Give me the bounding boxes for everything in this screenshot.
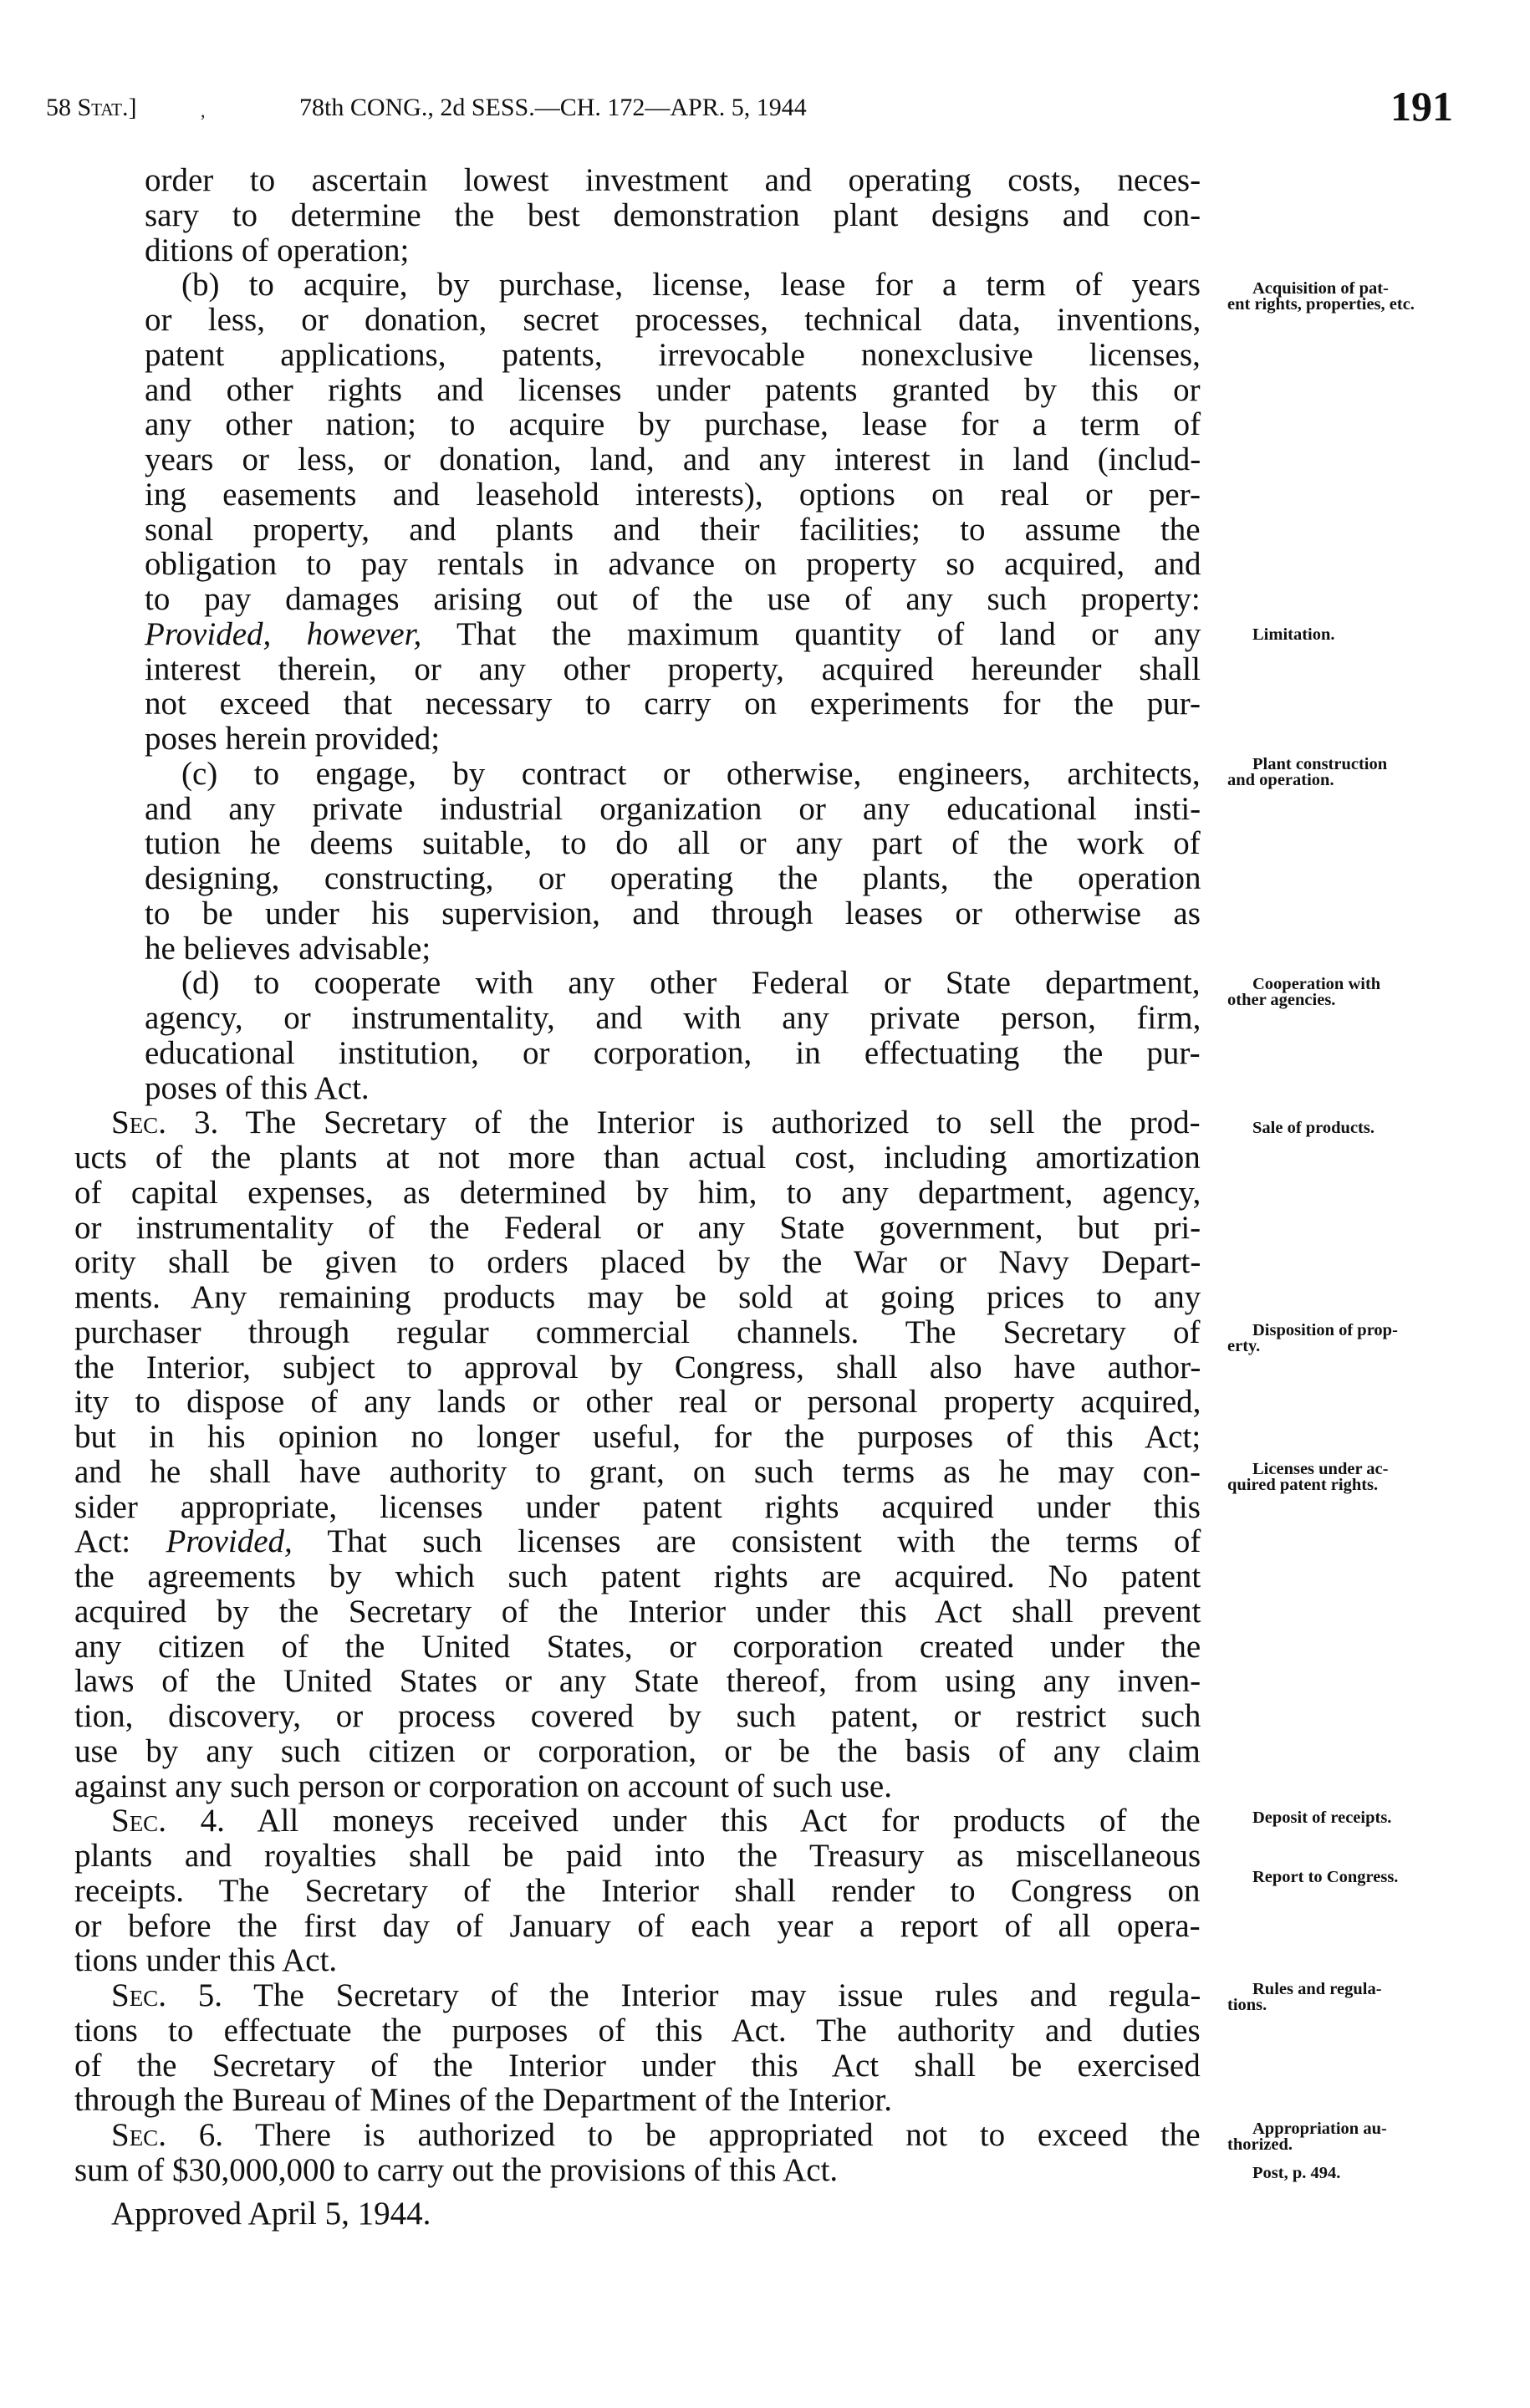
text-segment: he believes advisable;: [145, 930, 431, 967]
margin-note-line: Plant construction: [1252, 755, 1388, 773]
text-segment: obligation to pay rentals in advance on property so acquired, and: [145, 546, 1201, 583]
text-segment: of the Secretary of the Interior under this Act shall be exercised: [74, 2047, 1201, 2084]
section-label: Sec.: [111, 1977, 166, 2013]
text-segment: years or less, or donation, land, and any interest in land (includ-: [145, 441, 1201, 477]
text-segment: use by any such citizen or corporation, or be the basis of any claim: [74, 1732, 1201, 1769]
text-segment: to be under his supervision, and through leases or otherwise as: [145, 895, 1201, 931]
text-line: [111, 2118, 1201, 2153]
text-segment: 3. The Secretary of the Interior is authorized to sell the prod-: [166, 1105, 1201, 1141]
text-line: [74, 1280, 1201, 1315]
text-line: [74, 1630, 1201, 1665]
text-line: [145, 163, 1201, 198]
text-segment: poses herein provided;: [145, 721, 441, 757]
text-line: [74, 2153, 838, 2188]
text-line: [145, 407, 1201, 442]
margin-note: [1227, 1323, 1455, 1354]
margin-note-line: Sale of products.: [1252, 1119, 1374, 1137]
text-segment: against any such person or corporation on account of such use.: [74, 1768, 892, 1804]
text-line: [74, 1420, 1201, 1455]
margin-note: [1227, 977, 1455, 1008]
text-segment: agency, or instrumentality, and with any private person, firm,: [145, 1000, 1201, 1036]
text-line: [74, 1909, 1201, 1944]
margin-note: [1227, 1462, 1455, 1493]
text-segment: poses of this Act.: [145, 1069, 370, 1106]
text-segment: any citizen of the United States, or corporation created under the: [74, 1628, 1201, 1665]
margin-note-continuation: erty.: [1227, 1337, 1261, 1355]
text-line: [145, 861, 1201, 896]
text-line: [145, 792, 1201, 827]
margin-note-line: Appropriation au-: [1252, 2120, 1387, 2138]
margin-note-continuation: other agencies.: [1227, 991, 1336, 1009]
text-segment: ing easements and leasehold interests), options on real or per-: [145, 476, 1201, 513]
text-line: [74, 1490, 1201, 1525]
text-segment: That the maximum quantity of land or any: [421, 615, 1201, 652]
text-line: [111, 2196, 431, 2232]
text-segment: tution he deems suitable, to do all or any part of the work of: [145, 825, 1201, 862]
section-label: Sec.: [111, 1803, 166, 1839]
text-line: [145, 1001, 1201, 1036]
text-segment: the agreements by which such patent rights are acquired. No patent: [74, 1559, 1201, 1594]
text-segment: interest therein, or any other property, acquired hereunder shall: [145, 650, 1201, 687]
margin-note: [1227, 1982, 1455, 2013]
text-segment: ority shall be given to orders placed by the War or Navy Depart-: [74, 1244, 1201, 1281]
margin-note: [1227, 757, 1455, 788]
text-segment: 6. There is authorized to be appropriated not to exceed the: [166, 2117, 1201, 2153]
margin-note: [1227, 1120, 1455, 1136]
text-line: [111, 1803, 1201, 1839]
text-segment: not exceed that necessary to carry on experiments for the pur-: [145, 686, 1201, 722]
margin-note-line: Disposition of prop-: [1252, 1321, 1398, 1339]
margin-note-continuation: and operation.: [1227, 771, 1334, 789]
text-line: [145, 617, 1201, 652]
text-line: [145, 513, 1201, 548]
text-segment: the Interior, subject to approval by Congress, shall also have author-: [74, 1349, 1201, 1385]
text-line: [74, 1524, 1201, 1559]
text-segment: purchaser through regular commercial channels. The Secretary of: [74, 1314, 1201, 1350]
text-line: [74, 1594, 1201, 1630]
text-segment: (c) to engage, by contract or otherwise, engineers, architects,: [181, 755, 1201, 792]
text-line: [145, 722, 440, 757]
volume-reference: 58 Stat.]: [46, 94, 137, 121]
text-segment: Approved April 5, 1944.: [111, 2195, 431, 2232]
margin-note-continuation: thorized.: [1227, 2135, 1293, 2154]
text-line: [74, 2083, 892, 2118]
text-segment: 4. All moneys received under this Act for products of the: [166, 1803, 1201, 1839]
margin-note: [1227, 2166, 1455, 2181]
margin-note-continuation: quired patent rights.: [1227, 1476, 1379, 1494]
text-line: [145, 931, 431, 967]
margin-note-line: Report to Congress.: [1252, 1868, 1399, 1886]
text-line: [145, 303, 1201, 338]
section-label: Sec.: [111, 2117, 166, 2153]
text-segment: or before the first day of January of each year a report of all opera-: [74, 1907, 1201, 1944]
text-line: [145, 198, 1201, 233]
text-line: [145, 547, 1201, 582]
text-segment: order to ascertain lowest investment and operating costs, neces-: [145, 162, 1201, 198]
text-segment: Act:: [74, 1523, 166, 1560]
text-segment: to pay damages arising out of the use of any such property:: [145, 581, 1201, 617]
text-line: [74, 1140, 1201, 1176]
text-line: [74, 1699, 1201, 1734]
text-segment: and he shall have authority to grant, on such terms as he may con-: [74, 1453, 1201, 1490]
text-segment: plants and royalties shall be paid into the Treasury as miscellaneous: [74, 1838, 1201, 1874]
text-line: [111, 1105, 1201, 1140]
text-line: [145, 1036, 1201, 1071]
text-line: [145, 338, 1201, 373]
margin-note-line: Deposit of receipts.: [1252, 1809, 1392, 1827]
text-line: [74, 1943, 337, 1978]
margin-note: [1227, 627, 1455, 643]
text-segment: or instrumentality of the Federal or any State government, but pri-: [74, 1209, 1201, 1246]
text-line: [181, 268, 1201, 303]
text-line: [145, 582, 1201, 617]
text-segment: of capital expenses, as determined by him, to any department, agency,: [74, 1174, 1201, 1211]
stray-mark: ,: [201, 100, 206, 121]
text-segment: educational institution, or corporation, in effectuating the pur-: [145, 1034, 1201, 1071]
text-segment: sider appropriate, licenses under patent rights acquired under this: [74, 1488, 1201, 1525]
text-segment: sum of $30,000,000 to carry out the provisions of this Act.: [74, 2151, 839, 2188]
text-line: [74, 1839, 1201, 1874]
text-segment: tions under this Act.: [74, 1942, 338, 1979]
text-line: [111, 1978, 1201, 2013]
text-segment: (b) to acquire, by purchase, license, lease for a term of years: [181, 267, 1201, 304]
margin-note: [1227, 2121, 1455, 2153]
text-line: [145, 477, 1201, 513]
margin-note-line: Limitation.: [1252, 625, 1335, 644]
text-segment: That such licenses are consistent with the terms of: [292, 1523, 1201, 1560]
text-segment: (d) to cooperate with any other Federal or State department,: [181, 965, 1201, 1002]
text-line: [181, 757, 1201, 792]
text-line: [145, 896, 1201, 931]
text-segment: tions to effectuate the purposes of this Act. The authority and duties: [74, 2012, 1201, 2048]
text-line: [145, 826, 1201, 861]
margin-note-continuation: ent rights, properties, etc.: [1227, 295, 1415, 314]
margin-note-line: Licenses under ac-: [1252, 1460, 1389, 1478]
text-line: [74, 2013, 1201, 2048]
text-line: [74, 1455, 1201, 1490]
margin-note-line: Rules and regula-: [1252, 1980, 1382, 1998]
text-segment: ucts of the plants at not more than actual cost, including amortization: [74, 1140, 1201, 1176]
text-line: [145, 233, 409, 268]
text-segment: any other nation; to acquire by purchase, lease for a term of: [145, 406, 1201, 443]
margin-note: [1227, 1870, 1455, 1885]
margin-note-line: Acquisition of pat-: [1252, 279, 1389, 298]
text-line: [74, 1734, 1201, 1769]
text-line: [74, 1874, 1201, 1909]
text-segment: sonal property, and plants and their facilities; to assume the: [145, 511, 1201, 548]
text-line: [74, 1769, 892, 1804]
page-number: 191: [1390, 83, 1453, 130]
italic-text: Provided,: [166, 1523, 293, 1560]
text-segment: patent applications, patents, irrevocable nonexclusive licenses,: [145, 336, 1201, 373]
text-segment: ments. Any remaining products may be sold at going prices to any: [74, 1279, 1201, 1315]
text-segment: through the Bureau of Mines of the Department of the Interior.: [74, 2082, 892, 2119]
text-line: [145, 442, 1201, 477]
margin-note-continuation: tions.: [1227, 1996, 1267, 2014]
text-segment: ditions of operation;: [145, 232, 410, 268]
text-segment: acquired by the Secretary of the Interior under this Act shall prevent: [74, 1593, 1201, 1630]
text-line: [74, 1559, 1201, 1594]
text-line: [145, 652, 1201, 687]
text-line: [74, 1176, 1201, 1211]
text-line: [145, 686, 1201, 722]
text-segment: but in his opinion no longer useful, for the purposes of this Act;: [74, 1419, 1201, 1455]
text-segment: laws of the United States or any State thereof, from using any inven-: [74, 1663, 1201, 1700]
text-line: [74, 1350, 1201, 1385]
margin-note: [1227, 1810, 1455, 1826]
text-segment: or less, or donation, secret processes, technical data, inventions,: [145, 302, 1201, 338]
margin-note-line: Cooperation with: [1252, 975, 1381, 993]
text-line: [74, 2048, 1201, 2084]
text-line: [145, 373, 1201, 408]
section-label: Sec.: [111, 1105, 166, 1141]
text-segment: tion, discovery, or process covered by such patent, or restrict such: [74, 1698, 1201, 1734]
text-line: [74, 1664, 1201, 1699]
text-segment: receipts. The Secretary of the Interior shall render to Congress on: [74, 1872, 1201, 1909]
margin-note-line: Post, p. 494.: [1252, 2164, 1341, 2182]
text-segment: sary to determine the best demonstration plant designs and con-: [145, 196, 1201, 233]
text-segment: and other rights and licenses under patents granted by this or: [145, 371, 1201, 408]
text-segment: designing, constructing, or operating the plants, the operation: [145, 860, 1201, 896]
text-line: [74, 1315, 1201, 1350]
text-line: [145, 1071, 370, 1106]
text-line: [74, 1385, 1201, 1420]
text-segment: ity to dispose of any lands or other real or personal property acquired,: [74, 1384, 1201, 1421]
text-segment: 5. The Secretary of the Interior may issue rules and regula-: [166, 1977, 1201, 2013]
session-chapter-heading: 78th CONG., 2d SESS.—CH. 172—APR. 5, 1944: [299, 94, 807, 121]
text-line: [74, 1245, 1201, 1280]
text-line: [181, 966, 1201, 1001]
text-line: [74, 1211, 1201, 1246]
margin-note: [1227, 281, 1455, 313]
italic-text: Provided, however,: [145, 615, 422, 652]
text-segment: and any private industrial organization or any educational insti-: [145, 790, 1201, 827]
